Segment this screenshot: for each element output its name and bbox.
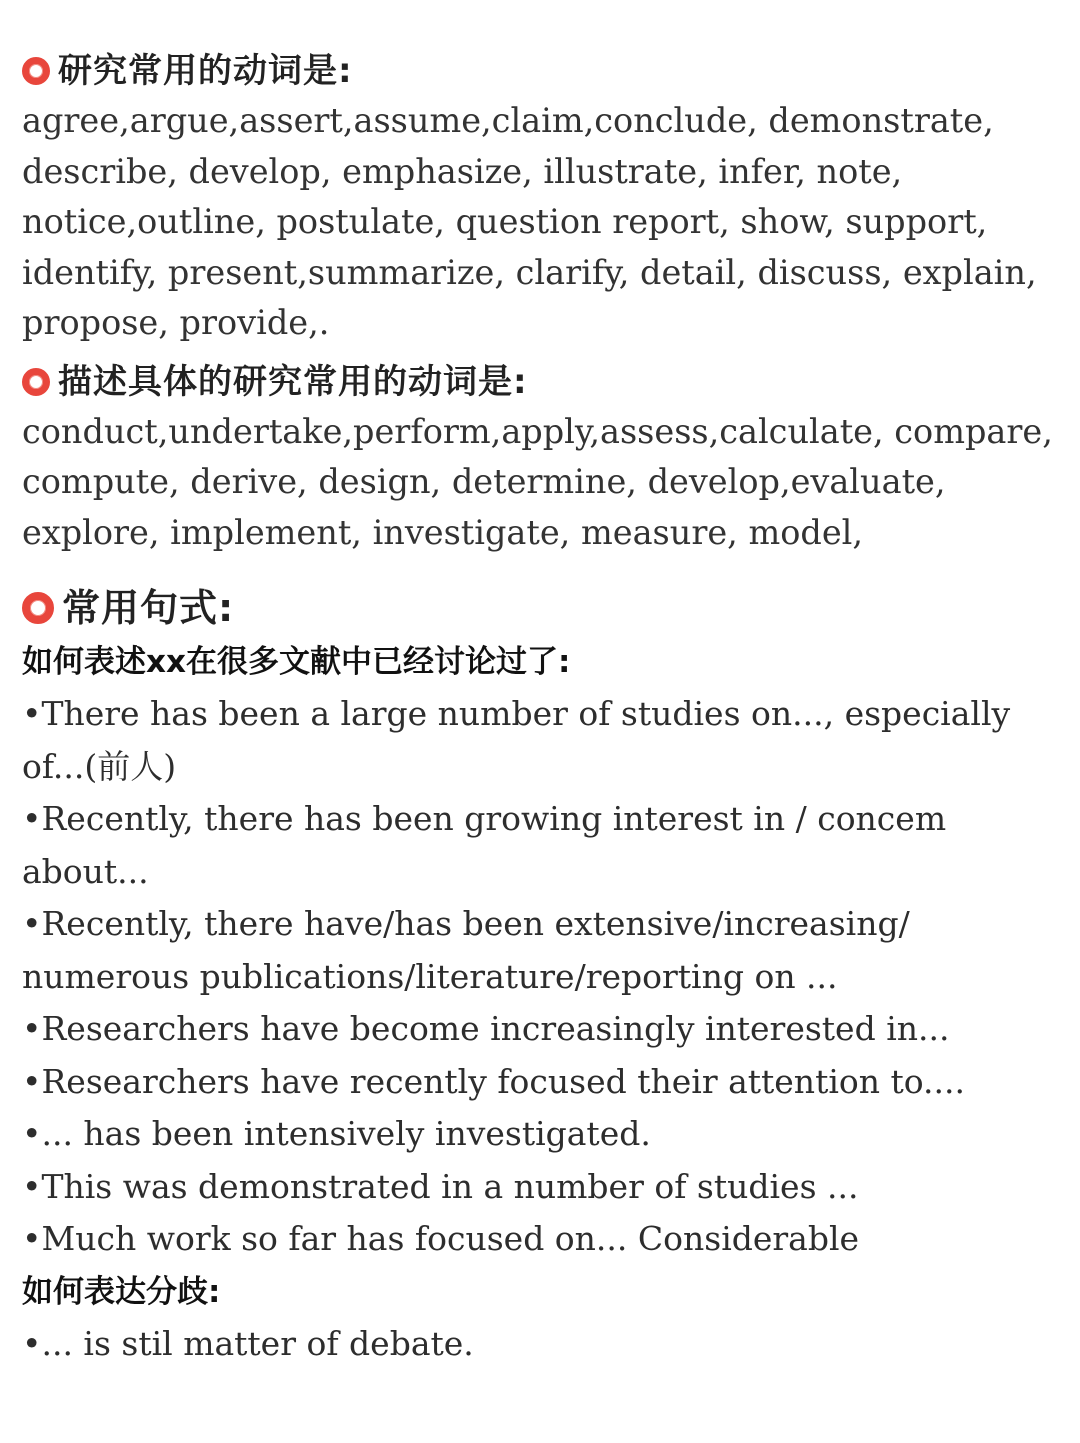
section-heading-research-verbs [22,46,1060,96]
phrase-list-literature [22,688,1060,1266]
phrase-item: •Researchers have recently focused their attention to.... [22,1061,965,1101]
verb-line: identify, present,summarize, clarify, detail, discuss, explain, [22,252,1037,292]
heading-text: 研究常用的动词是: [58,51,353,91]
red-ring-icon [22,57,50,85]
phrase-item: about... [22,851,149,891]
phrase-item: •Researchers have become increasingly interested in... [22,1009,950,1048]
phrase-item: •This was demonstrated in a number of studies ... [22,1166,859,1206]
heading-text: 常用句式: [62,586,235,630]
section-heading-common-phrases [22,580,1060,636]
verb-line: propose, provide,. [22,303,330,342]
red-ring-icon [22,368,50,396]
section-heading-specific-verbs [22,357,1060,407]
phrase-item: •Recently, there have/has been extensive/increasing/ [22,904,910,943]
verb-line: conduct,undertake,perform,apply,assess,calculate, compare, [22,411,1053,451]
phrase-item: •Much work so far has focused on... Considerable [22,1219,860,1258]
phrase-item: •Recently, there has been growing interest in / concem [22,799,947,838]
phrase-item: of...(前人) [22,746,177,786]
red-ring-icon [22,592,54,624]
phrase-item: •... is stil matter of debate. [22,1323,474,1363]
subheading-disagreement: 如何表达分歧: [22,1273,221,1310]
verb-line: describe, develop, emphasize, illustrate, infer, note, [22,151,903,191]
phrase-item: •... has been intensively investigated. [22,1114,651,1153]
subheading-literature-discussed: 如何表述xx在很多文献中已经讨论过了: [22,644,571,680]
heading-text: 描述具体的研究常用的动词是: [58,361,528,402]
verb-line: explore, implement, investigate, measure, model, [22,512,864,552]
verb-line: agree,argue,assert,assume,claim,conclude, demonstrate, [22,101,994,140]
verb-list-general [22,96,1060,349]
verb-line: compute, derive, design, determine, develop,evaluate, [22,462,946,501]
phrase-list-disagreement [22,1318,1060,1371]
phrase-item: •There has been a large number of studies on..., especially [22,694,1011,733]
verb-line: notice,outline, postulate, question report, show, support, [22,202,988,241]
verb-list-specific [22,407,1060,559]
phrase-item: numerous publications/literature/reporting on ... [22,956,838,996]
